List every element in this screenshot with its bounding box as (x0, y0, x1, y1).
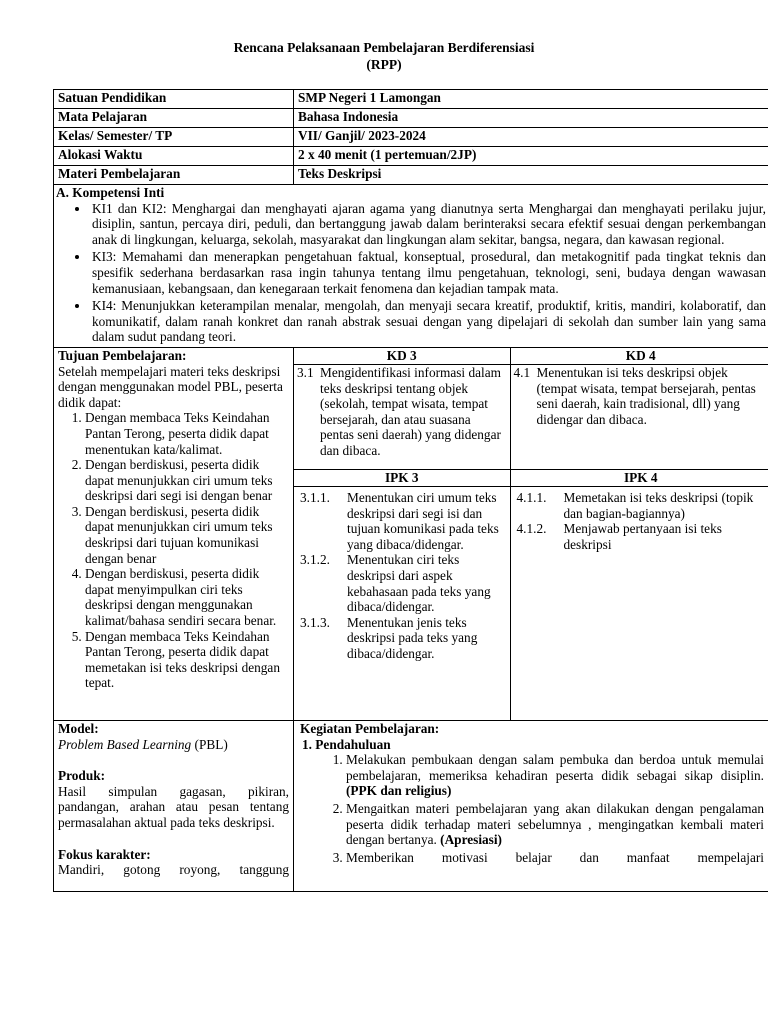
kd3-cell (294, 364, 510, 469)
ipk4-cell (510, 486, 768, 720)
list-item: 1. Dengan membaca Teks Keindahan Pantan Terong, peserta didik dapat menentukan kata/kalimat. (85, 410, 289, 457)
kegiatan-tag: (Apresiasi) (440, 832, 502, 848)
identity-row-subject (54, 109, 768, 128)
list-item: 3. Dengan berdiskusi, peserta didik dapat menunjukkan ciri umum teks deskripsi dari tujuan komunikasi dengan benar (85, 504, 289, 566)
ipk4-header: IPK 4 (510, 469, 768, 486)
list-item: • KI1 dan KI2: Menghargai dan menghayati ajaran agama yang dianutnya serta Menghargai dan menghayati perilaku jujur, disiplin, santun, percaya diri, peduli, dan bertanggung jawab dalam berinteraksi secara efektif sesuai dengan perkembangan anak di lingkungan, keluarga, sekolah, masyarakat dan lingkungan alam sekitar, bangsa, negara, dan kawasan regional. (90, 201, 766, 248)
identity-row-school (54, 90, 768, 109)
fokus-text: Mandiri, gotong royong, tanggung (58, 862, 289, 878)
rpp-table (53, 89, 768, 892)
list-item: 2. Dengan berdiskusi, peserta didik dapat menunjukkan ciri umum teks deskripsi dari segi isi dengan benar (85, 457, 289, 504)
identity-value: SMP Negeri 1 Lamongan (294, 90, 768, 109)
ipk-text: Menentukan jenis teks deskripsi pada teks yang dibaca/didengar. (347, 614, 478, 661)
kd4-cell (510, 364, 768, 469)
model-kegiatan-row (54, 720, 768, 891)
kd3-text: Mengidentifikasi informasi dalam teks deskripsi tentang objek (sekolah, tempat wisata, tempat bersejarah, dan atau suasana pentas seni daerah) yang didengar dan dibaca. (320, 364, 501, 458)
identity-value: Teks Deskripsi (294, 166, 768, 185)
model-name: Problem Based Learning (58, 736, 192, 752)
ipk-number: 4.1.1. (516, 489, 547, 505)
kd4-number: 4.1 (513, 364, 531, 380)
ipk-text: Menentukan ciri umum teks deskripsi dari segi isi dan tujuan komunikasi pada teks yang dibaca/didengar. (347, 489, 499, 552)
kompetensi-inti-list (54, 201, 766, 345)
ipk-text: Memetakan isi teks deskripsi (topik dan bagian-bagiannya) (563, 489, 754, 521)
kegiatan-tag: (PPK dan religius) (346, 783, 452, 799)
list-item (514, 490, 768, 521)
kegiatan-subheading: 1. Pendahuluan (302, 736, 391, 752)
tujuan-cell (54, 347, 294, 720)
ipk-number: 3.1.2. (300, 552, 330, 568)
identity-value: Bahasa Indonesia (294, 109, 768, 128)
ipk-text: Menentukan ciri teks deskripsi dari aspek kebahasaan pada teks yang dibaca/didengar. (347, 552, 491, 615)
ipk3-cell (294, 486, 510, 720)
identity-label: Kelas/ Semester/ TP (54, 128, 294, 147)
list-item (514, 521, 768, 552)
kompetensi-inti-row (54, 185, 768, 348)
kd4-header: KD 4 (510, 348, 768, 365)
identity-value: 2 x 40 menit (1 pertemuan/2JP) (294, 147, 768, 166)
model-cell (54, 720, 294, 891)
document-title: Rencana Pelaksanaan Pembelajaran Berdiferensiasi (233, 40, 535, 55)
identity-label: Mata Pelajaran (54, 109, 294, 128)
identity-row-class (54, 128, 768, 147)
ipk-number: 3.1.3. (300, 614, 330, 630)
kegiatan-list (300, 752, 764, 865)
ipk-text: Menjawab pertanyaan isi teks deskripsi (563, 521, 722, 552)
document-subtitle: (RPP) (366, 57, 402, 72)
kegiatan-text: Mengaitkan materi pembelajaran yang akan dilakukan dengan pengalaman peserta didik terhadap materi sebelumnya , mengingatkan kembali materi dengan bertanya. (346, 800, 764, 848)
tujuan-kd-row (54, 347, 768, 720)
list-item: • KI3: Memahami dan menerapkan pengetahuan faktual, konseptual, prosedural, dan metakognitif pada tingkat teknis dan spesifik sederhana berdasarkan rasa ingin tahunya tentang ilmu pengetahuan, teknologi, seni, budaya dengan wawasan kemanusiaan, kebangsaan, dan kenegaraan terkait fenomena dan kejadian tampak mata. (90, 249, 766, 296)
tujuan-heading: Tujuan Pembelajaran: (58, 347, 187, 363)
kegiatan-cell (294, 720, 768, 891)
identity-label: Materi Pembelajaran (54, 166, 294, 185)
identity-row-material (54, 166, 768, 185)
model-value (58, 737, 289, 753)
kegiatan-heading: Kegiatan Pembelajaran: (300, 720, 440, 736)
kd3-header: KD 3 (294, 348, 510, 365)
kegiatan-text: Memberikan motivasi belajar dan manfaat mempelajari (346, 849, 764, 865)
kd-ipk-table (294, 348, 768, 720)
model-abbr: (PBL) (191, 736, 228, 752)
fokus-heading: Fokus karakter: (58, 846, 151, 862)
tujuan-list (58, 410, 289, 691)
identity-row-time (54, 147, 768, 166)
produk-heading: Produk: (58, 768, 106, 784)
list-item: 4. Dengan berdiskusi, peserta didik dapat menyimpulkan ciri teks deskripsi dengan menggunakan kalimat/bahasa sendiri secara benar. (85, 566, 289, 628)
identity-label: Satuan Pendidikan (54, 90, 294, 109)
kompetensi-inti-heading: A. Kompetensi Inti (56, 185, 165, 200)
identity-value: VII/ Ganjil/ 2023-2024 (294, 128, 768, 147)
kd3-number: 3.1 (297, 364, 314, 380)
identity-label: Alokasi Waktu (54, 147, 294, 166)
list-item (346, 801, 764, 848)
ipk3-header: IPK 3 (294, 469, 510, 486)
list-item (297, 490, 507, 552)
tujuan-intro: Setelah mempelajari materi teks deskripsi dengan menggunakan model PBL, peserta didik dapat: (58, 363, 283, 410)
list-item: 5. Dengan membaca Teks Keindahan Pantan Terong, peserta didik dapat memetakan isi teks deskripsi dengan tepat. (85, 629, 289, 691)
ipk-number: 3.1.1. (300, 489, 330, 505)
produk-text: Hasil simpulan gagasan, pikiran, pandangan, arahan atau pesan tentang permasalahan aktual pada teks deskripsi. (58, 783, 289, 830)
kd-ipk-cell (294, 347, 768, 720)
ipk-number: 4.1.2. (516, 521, 547, 537)
kd4-text: Menentukan isi teks deskripsi objek (tempat wisata, tempat bersejarah, pentas seni daerah, kain tradisional, dll) yang didengar dan dibaca. (536, 364, 756, 427)
list-item (346, 850, 764, 866)
list-item (346, 752, 764, 799)
list-item (297, 615, 507, 662)
kegiatan-text: Melakukan pembukaan dengan salam pembuka dan berdoa untuk memulai pembelajaran, memeriksa kehadiran peserta didik sebagai sikap disiplin. (346, 752, 764, 783)
model-heading: Model: (58, 720, 99, 736)
list-item: • KI4: Menunjukkan keterampilan menalar, mengolah, dan menyaji secara kreatif, produktif, kritis, mandiri, kolaboratif, dan komunikatif, dalam ranah konkret dan ranah abstrak sesuai dengan yang dipelajari di sekolah dan sumber lain yang sama dalam sudut pandang teori. (90, 298, 766, 345)
list-item (297, 552, 507, 614)
